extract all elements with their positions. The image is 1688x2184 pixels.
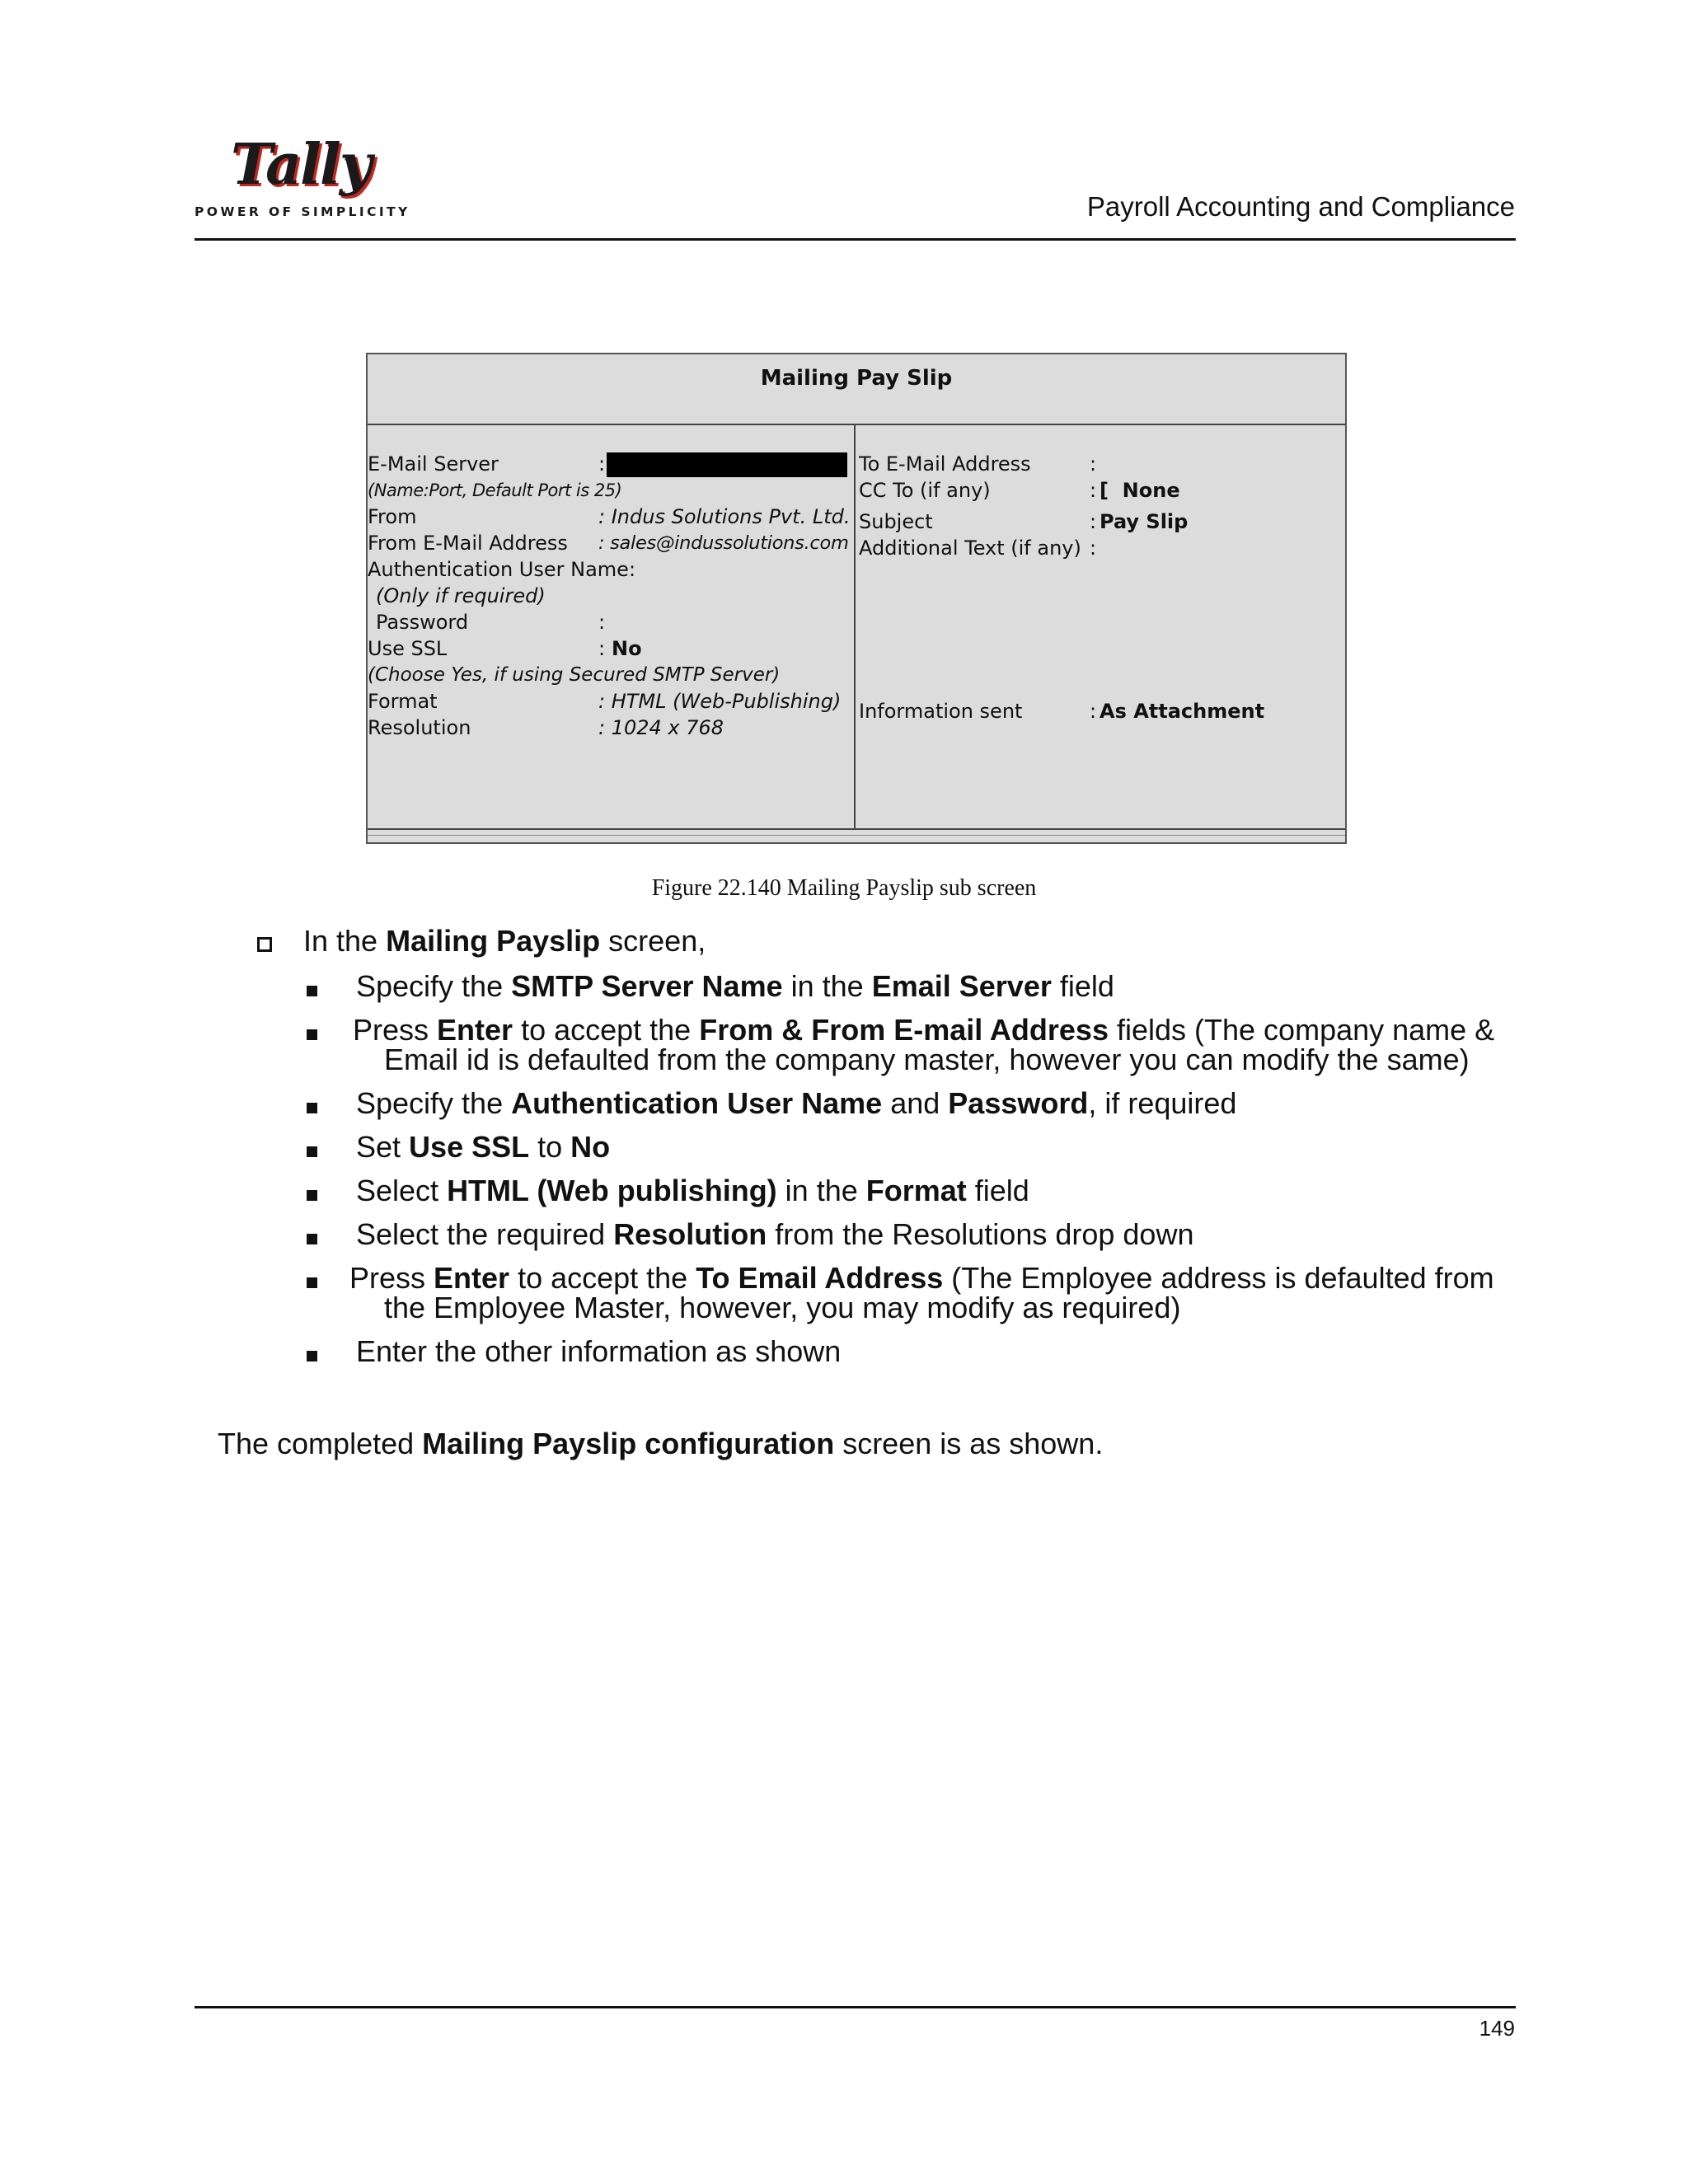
hollow-square-bullet-icon [257,937,272,952]
email-server-field[interactable] [607,452,847,477]
from-email-value: : sales@indussolutions.com [598,532,849,554]
square-bullet-icon [307,986,317,996]
information-sent-value: As Attachment [1100,700,1265,723]
bullet-other-info: Enter the other information as shown [356,1334,842,1368]
to-email-sep: : [1090,452,1097,476]
page-number: 149 [1479,2016,1515,2041]
column-divider [854,425,856,829]
format-label: Format [368,690,438,713]
bullet-from-address: Press Enter to accept the From & From E-mail Address fields (The company name & [353,1013,1495,1047]
cc-sep: : [1090,479,1097,502]
resolution-label: Resolution [368,716,471,739]
password-label: Password [376,611,469,634]
subject-label: Subject [859,510,933,533]
email-server-sep: : [598,452,606,476]
only-if-required-note: (Only if required) [376,584,546,607]
logo-wordmark: Tally [231,132,371,198]
square-bullet-icon [307,1190,317,1201]
additional-text-label: Additional Text (if any) [859,537,1081,560]
use-ssl-value: No [612,637,642,660]
use-ssl-sep: : [598,637,606,660]
from-label: From [368,505,417,528]
intro-paragraph: In the Mailing Payslip screen, [303,924,706,958]
bullet-use-ssl: Set Use SSL to No [356,1130,611,1164]
bullet-resolution: Select the required Resolution from the Resolutions drop down [356,1217,1194,1251]
information-sent-label: Information sent [859,700,1023,723]
square-bullet-icon [307,1146,317,1157]
title-divider [368,424,1345,425]
bullet-format: Select HTML (Web publishing) in the Format field [356,1174,1029,1207]
additional-text-sep: : [1090,537,1097,560]
bullet-to-email-line2: the Employee Master, however, you may modify as required) [384,1291,1181,1324]
use-ssl-label: Use SSL [368,637,448,660]
cc-label: CC To (if any) [859,479,991,502]
cc-value: [ None [1100,479,1180,502]
auth-user-label[interactable]: Authentication User Name: [368,558,636,581]
square-bullet-icon [307,1029,317,1040]
password-sep: : [598,611,606,634]
bullet-from-address-line2: Email id is defaulted from the company master, however you can modify the same) [384,1043,1470,1076]
format-value: : HTML (Web-Publishing) [598,690,842,713]
logo-tagline: POWER OF SIMPLICITY [195,204,410,219]
tally-logo [195,132,410,223]
page-header-title: Payroll Accounting and Compliance [1086,191,1515,222]
ssl-note: (Choose Yes, if using Secured SMTP Server) [368,664,781,686]
bullet-smtp-server: Specify the SMTP Server Name in the Email Server field [356,969,1114,1003]
from-value: : Indus Solutions Pvt. Ltd. [598,505,851,528]
email-server-label: E-Mail Server [368,452,499,476]
square-bullet-icon [307,1351,317,1361]
information-sent-sep: : [1090,700,1097,723]
footer-divider-thin [368,835,1345,836]
to-email-label: To E-Mail Address [859,452,1031,476]
mailing-pay-slip-screen [366,353,1347,844]
square-bullet-icon [307,1234,317,1244]
subject-sep: : [1090,510,1097,533]
subject-value: Pay Slip [1100,510,1189,533]
port-note: (Name:Port, Default Port is 25) [368,480,622,500]
figure-caption: Figure 22.140 Mailing Payslip sub screen [651,875,1037,901]
bullet-authentication: Specify the Authentication User Name and Password, if required [356,1086,1237,1120]
resolution-value: : 1024 x 768 [598,716,724,739]
square-bullet-icon [307,1277,317,1288]
footer-divider [368,828,1345,830]
closing-paragraph: The completed Mailing Payslip configuration screen is as shown. [218,1427,1104,1460]
screen-title: Mailing Pay Slip [760,366,953,391]
header-divider [195,238,1516,241]
from-email-label: From E-Mail Address [368,532,568,555]
square-bullet-icon [307,1103,317,1113]
footer-divider-line [195,2006,1516,2008]
bullet-to-email: Press Enter to accept the To Email Address (The Employee address is defaulted from [349,1261,1494,1295]
